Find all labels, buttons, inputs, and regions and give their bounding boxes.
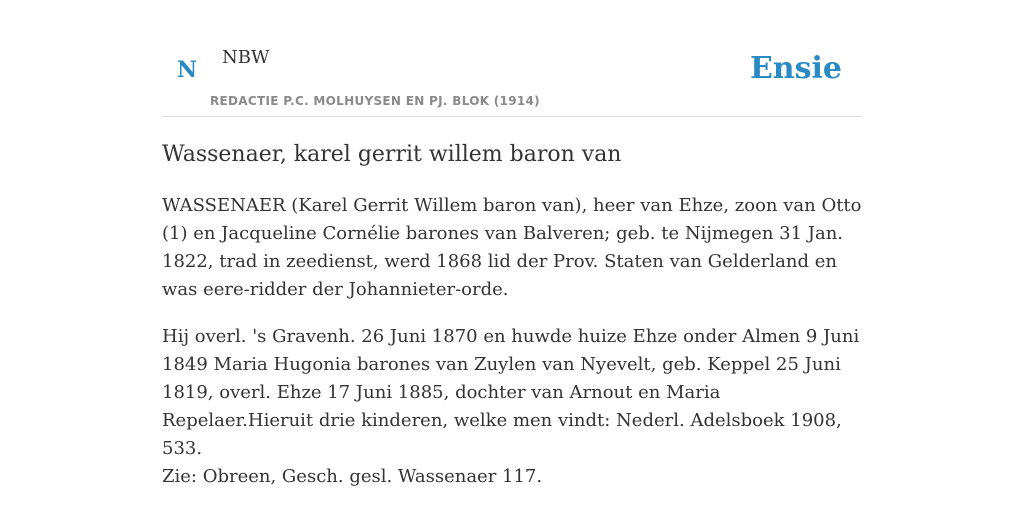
header [162,0,862,117]
reference-paragraph: Zie: Obreen, Gesch. gesl. Wassenaer 117. [162,466,543,487]
source-logo: N [177,57,198,83]
source-name[interactable]: NBW [222,47,270,68]
page-title: Wassenaer, karel gerrit willem baron van [162,142,622,167]
body-paragraph: Hij overl. 's Gravenh. 26 Juni 1870 en huwde huize Ehze onder Almen 9 Juni 1849 Maria Hugonia barones van Zuylen van Nyevelt, geb. Keppel 25 Juni 1819, overl. Ehze 17 Juni 1885, dochter van Arnout en Maria Repelaer.Hieruit drie kinderen, welke men vindt: Nederl. Adelsboek 1908, 533. [162,326,860,459]
source-subtitle: REDACTIE P.C. MOLHUYSEN EN PJ. BLOK (1914) [210,94,540,108]
brand-logo-link[interactable]: Ensie [749,51,842,86]
body-paragraph: WASSENAER (Karel Gerrit Willem baron van), heer van Ehze, zoon van Otto (1) en Jacqueline Cornélie barones van Balveren; geb. te Nijmegen 31 Jan. 1822, trad in zeedienst, werd 1868 lid der Prov. Staten van Gelderland en was eere-ridder der Johannieter-orde. [162,195,862,300]
